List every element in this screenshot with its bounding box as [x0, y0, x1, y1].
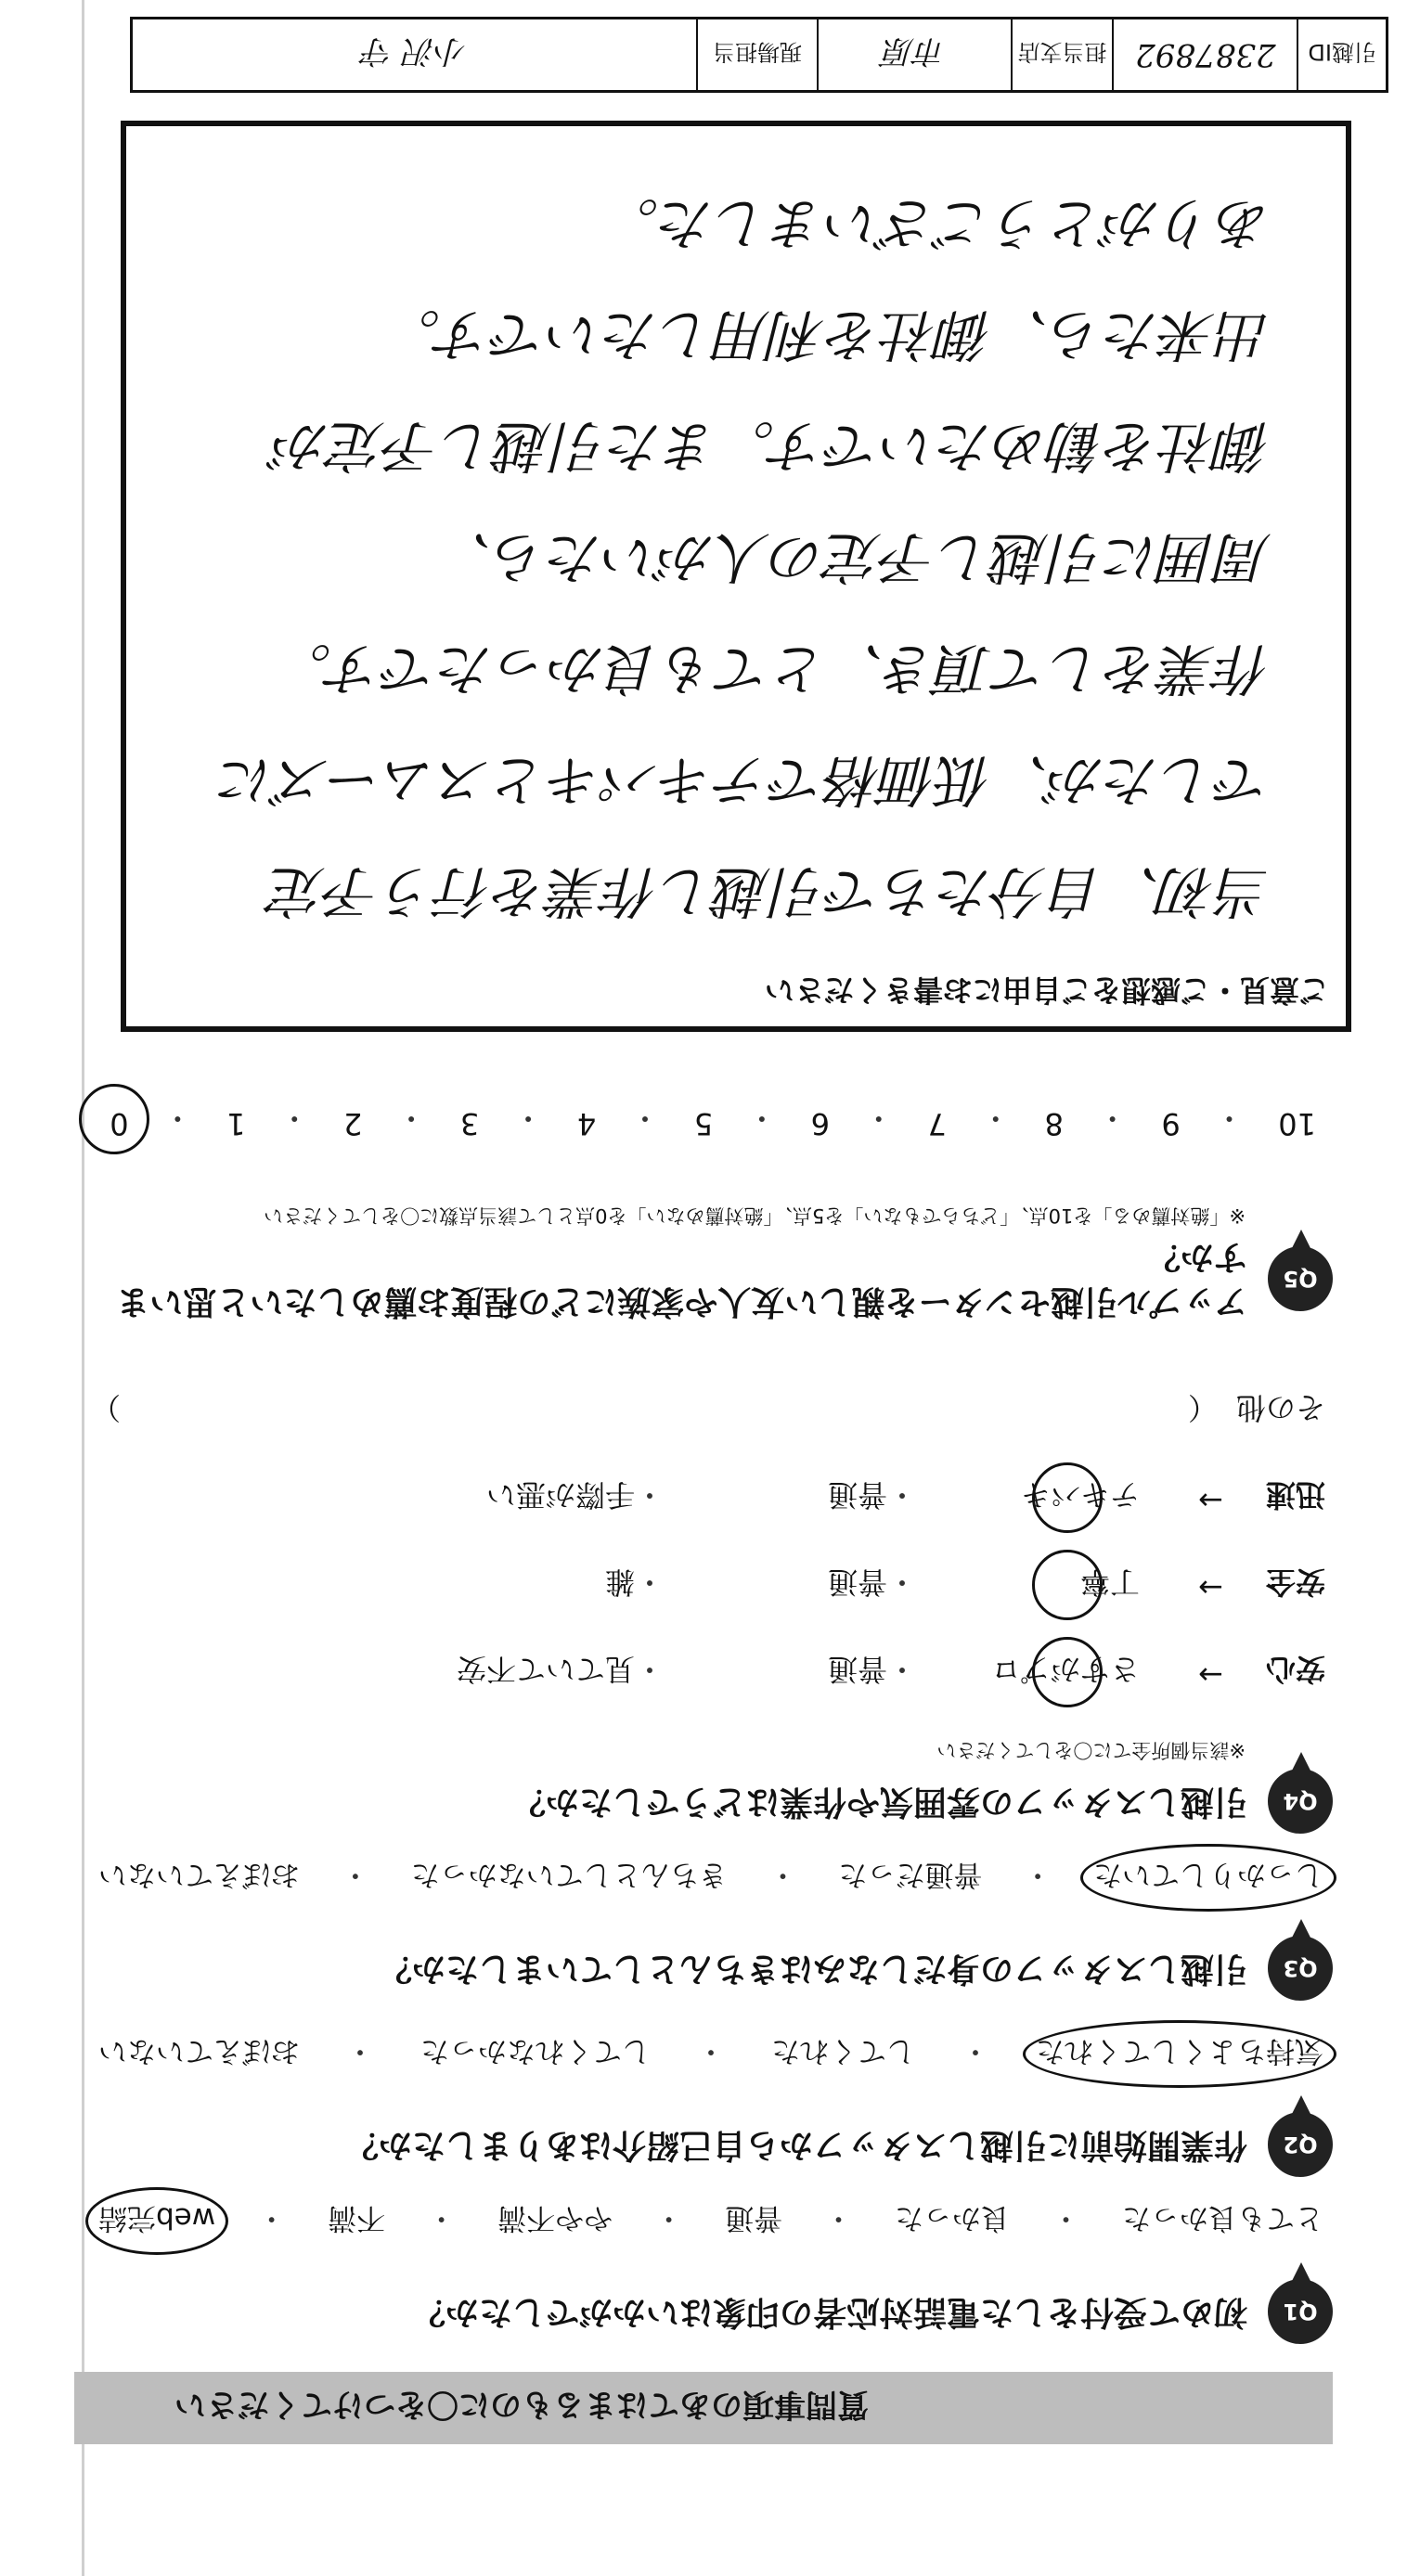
- move-id-value: 2387892: [1112, 19, 1297, 90]
- q4-row-anshin: 安心 → さすがプロ ・ 普通 ・ 見ていて不安: [89, 1650, 1325, 1693]
- option[interactable]: 手際が悪い: [485, 1477, 635, 1513]
- option[interactable]: 不満: [328, 2201, 386, 2235]
- comment-title: ご意見・ご感想をご自由にお書きください: [764, 972, 1329, 1008]
- q5-note: ※「絶対薦める」を10点、「どちらでもない」を5点、「絶対薦めない」を0点として該当点数に〇をしてください: [264, 1204, 1246, 1227]
- comment-line: 周囲に引越し予定の人がいたら、: [436, 524, 1271, 589]
- scale-option[interactable]: 1: [226, 1106, 246, 1141]
- q3-text: 引越しスタッフの身だしなみはきちんとしていましたか？: [378, 1950, 1247, 1988]
- scale-option[interactable]: 8: [1044, 1106, 1064, 1141]
- arrow-right-icon: →: [1198, 1483, 1223, 1518]
- staff-value: 小沢 守: [362, 32, 468, 71]
- comment-line: 出来たら、御社を利用したいです。: [384, 302, 1271, 367]
- scale-option[interactable]: 2: [343, 1106, 363, 1141]
- q2-text: 作業開始前に引越しスタッフから自己紹介はありましたか？: [344, 2126, 1247, 2164]
- arrow-right-icon: →: [1198, 1657, 1223, 1693]
- scale-option-selected[interactable]: 0: [110, 1099, 128, 1141]
- q4-other: その他 （ ）: [91, 1390, 1325, 1425]
- label-cell: 引越ID: [1297, 19, 1386, 90]
- q4-icon: Q4: [1268, 1769, 1333, 1834]
- comment-box[interactable]: [121, 121, 1351, 1032]
- option-selected[interactable]: web完結: [98, 2200, 215, 2242]
- question-2: [89, 2033, 1333, 2177]
- option[interactable]: 普通: [827, 1477, 887, 1513]
- scale-option[interactable]: 10: [1278, 1106, 1316, 1141]
- q5-text: アップル引越センターを親しい友人や家族にどの程度お薦めしたいと思いますか？: [116, 1238, 1247, 1320]
- option[interactable]: してくれた: [771, 2034, 915, 2067]
- comment-line: 御社を勧めたいです。また引越し予定が: [273, 413, 1271, 478]
- scale-option[interactable]: 3: [459, 1106, 480, 1141]
- handwritten-comment: [126, 167, 1271, 947]
- q5-icon: Q5: [1268, 1246, 1333, 1311]
- question-1: [89, 2200, 1333, 2344]
- q5-scale: 10 ・ 9 ・ 8 ・ 7 ・ 6 ・ 5 ・ 4 ・ 3 ・ 2 ・ 1 ・ 0: [110, 1101, 1316, 1141]
- option-selected[interactable]: しっかりしていた: [1093, 1857, 1323, 1899]
- option[interactable]: やや不満: [497, 2201, 613, 2235]
- option[interactable]: とても良かった: [1122, 2201, 1323, 2235]
- option-selected[interactable]: 気持ちよくしてくれた: [1036, 2033, 1323, 2075]
- option[interactable]: 普通だった: [838, 1858, 983, 1891]
- q4-text: 引越しスタッフの雰囲気や作業はどうでしたか？: [511, 1783, 1247, 1821]
- q1-options: とても良かった ・ 良かった ・ 普通 ・ やや不満 ・ 不満 ・ web完結: [98, 2200, 1323, 2242]
- q4-note: ※該当個所全てに〇をしてください: [936, 1739, 1246, 1761]
- q4-row-jinsoku: 迅速 → テキパキ ・ 普通 ・ 手際が悪い: [89, 1475, 1325, 1518]
- option[interactable]: 雑: [604, 1565, 635, 1600]
- scale-option[interactable]: 6: [810, 1106, 831, 1141]
- option[interactable]: おぼえていない: [98, 1858, 301, 1891]
- option-selected[interactable]: さすがプロ: [917, 1650, 1140, 1693]
- option[interactable]: 普通: [725, 2201, 783, 2235]
- comment-line: でしたが、低価格でテキパキとスムーズに: [219, 747, 1271, 812]
- branch-value: 市原: [817, 19, 1011, 90]
- comment-line: 当初、自分たちで引越し作業を行う予定: [269, 858, 1271, 923]
- instruction-banner: 質問事項のあてはまるものに〇をつけてください: [74, 2372, 1333, 2444]
- option[interactable]: おぼえていない: [98, 2034, 300, 2067]
- question-3: [89, 1857, 1333, 2001]
- option[interactable]: 普通: [827, 1652, 887, 1687]
- comment-line: 作業をして頂き、とても良かったです。: [276, 636, 1271, 701]
- admin-table: [130, 17, 1388, 93]
- option[interactable]: 普通: [827, 1565, 887, 1600]
- option[interactable]: してくれなかった: [420, 2034, 651, 2067]
- q2-icon: Q2: [1268, 2112, 1333, 2177]
- q4-row-anzen: 安全 → 丁寧 ・ 普通 ・ 雑: [89, 1563, 1325, 1605]
- scale-option[interactable]: 9: [1161, 1106, 1181, 1141]
- label-cell: 担当支店: [1011, 19, 1113, 90]
- option[interactable]: 見ていて不安: [456, 1652, 635, 1687]
- q3-icon: Q3: [1268, 1936, 1333, 2001]
- scale-option[interactable]: 7: [927, 1106, 947, 1141]
- scale-option[interactable]: 5: [693, 1106, 714, 1141]
- q1-text: 初めて受付をした電話対応者の印象はいかがでしたか？: [411, 2293, 1247, 2331]
- option-selected[interactable]: 丁寧: [917, 1563, 1140, 1605]
- q3-options: しっかりしていた ・ 普通だった ・ きちんとしていなかった ・ おぼえていない: [98, 1857, 1323, 1899]
- option[interactable]: 良かった: [895, 2201, 1011, 2235]
- question-4: [89, 1388, 1333, 1834]
- scale-option[interactable]: 4: [576, 1106, 597, 1141]
- label-cell: 現場担当: [696, 19, 816, 90]
- option[interactable]: きちんとしていなかった: [410, 1858, 728, 1891]
- q1-icon: Q1: [1268, 2279, 1333, 2344]
- arrow-right-icon: →: [1198, 1570, 1223, 1605]
- scan-edge-line: [82, 0, 84, 2576]
- question-5: [89, 1099, 1333, 1323]
- comment-line: ありがとうございました。: [603, 190, 1271, 255]
- q2-options: 気持ちよくしてくれた ・ してくれた ・ してくれなかった ・ おぼえていない: [98, 2033, 1323, 2075]
- option-selected[interactable]: テキパキ: [917, 1475, 1140, 1518]
